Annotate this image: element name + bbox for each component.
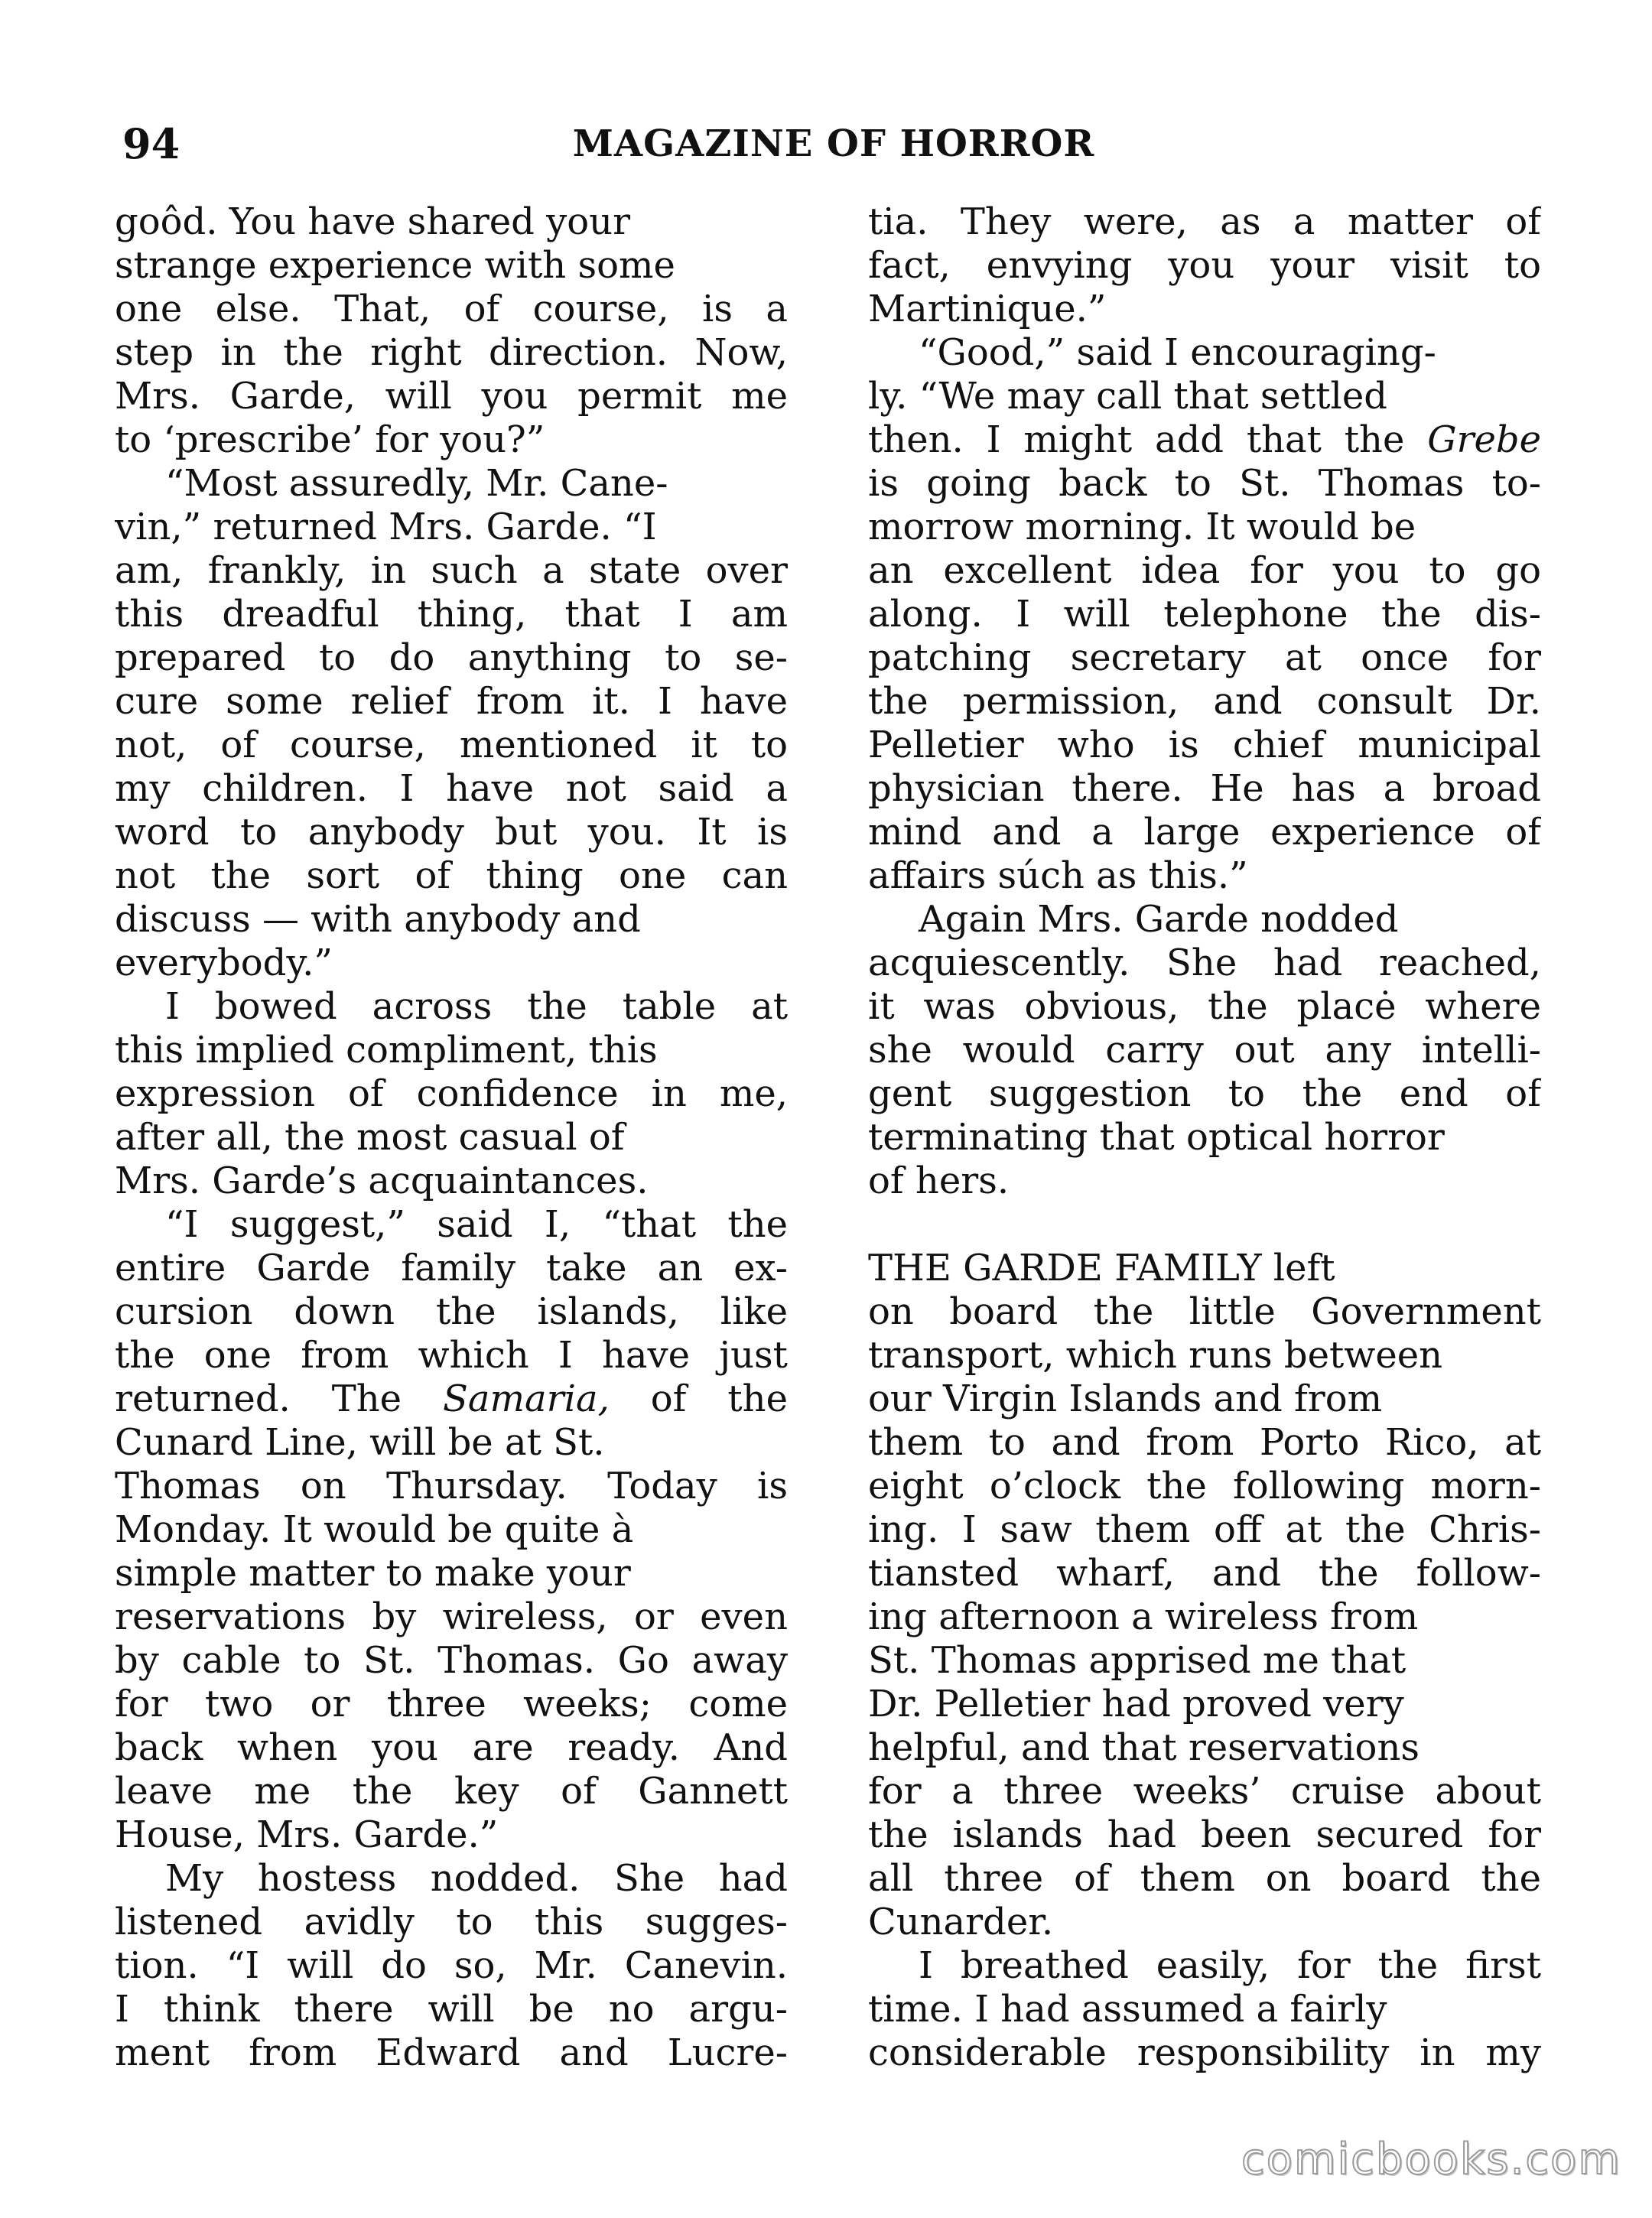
line-text: prepared to do anything to se- <box>115 636 788 679</box>
line-text: back when you are ready. And <box>115 1726 788 1769</box>
text-line <box>868 1072 1541 1116</box>
line-text: St. Thomas apprised me that <box>868 1639 1406 1682</box>
line-text: not, of course, mentioned it to <box>115 724 788 766</box>
text-line <box>868 1159 1541 1203</box>
text-line <box>868 898 1541 942</box>
text-line <box>115 1901 788 1944</box>
text-line <box>868 1334 1541 1377</box>
text-line <box>115 1465 788 1508</box>
line-text: one else. That, of course, is a <box>115 288 788 330</box>
text-line <box>868 331 1541 375</box>
line-text: THE GARDE FAMILY left <box>868 1247 1335 1289</box>
line-text: to ‘prescribe’ for you?” <box>115 418 545 461</box>
text-line <box>868 636 1541 680</box>
line-text: goôd. You have shared your <box>115 200 631 243</box>
line-text: entire Garde family take an ex- <box>115 1247 788 1289</box>
line-text: my children. I have not said a <box>115 767 788 810</box>
line-text: helpful, and that reservations <box>868 1726 1419 1769</box>
text-line <box>115 1770 788 1813</box>
italic-title: Samaria, <box>443 1377 610 1420</box>
line-text: word to anybody but you. It is <box>115 811 788 854</box>
text-line <box>115 1290 788 1334</box>
line-text: cursion down the islands, like <box>115 1290 788 1333</box>
text-line <box>868 1203 1541 1247</box>
text-line <box>868 942 1541 985</box>
text-line <box>868 1988 1541 2031</box>
watermark: comicbooks.com <box>1241 2135 1621 2184</box>
text-line <box>115 1813 788 1857</box>
line-text: time. I had assumed a fairly <box>868 1988 1387 2031</box>
line-text: morrow morning. It would be <box>868 506 1416 548</box>
text-line <box>868 1770 1541 1813</box>
page-number: 94 <box>122 119 180 168</box>
text-line <box>868 375 1541 418</box>
page-header <box>122 113 1545 174</box>
text-line <box>868 1421 1541 1465</box>
line-text: My hostess nodded. She had <box>165 1857 788 1900</box>
text-line <box>868 1901 1541 1944</box>
italic-title: Grebe <box>1427 418 1541 461</box>
text-line <box>868 1116 1541 1159</box>
line-text: our Virgin Islands and from <box>868 1377 1383 1420</box>
text-line <box>868 1377 1541 1421</box>
line-text: Martinique.” <box>868 288 1107 330</box>
line-text: affairs súch as this.” <box>868 854 1248 897</box>
text-line <box>115 854 788 898</box>
line-text: am, frankly, in such a state over <box>115 549 788 592</box>
text-line <box>868 288 1541 331</box>
line-text: for a three weeks’ cruise about <box>868 1770 1541 1813</box>
line-text: Cunard Line, will be at St. <box>115 1421 605 1464</box>
text-line <box>868 1029 1541 1072</box>
text-line <box>868 1639 1541 1683</box>
text-line <box>115 375 788 418</box>
text-line <box>868 854 1541 898</box>
text-line <box>868 1813 1541 1857</box>
line-text: I breathed easily, for the first <box>919 1944 1541 1987</box>
line-text: it was obvious, the placė where <box>868 985 1541 1028</box>
line-text: fact, envying you your visit to <box>868 244 1541 287</box>
text-line <box>868 506 1541 549</box>
line-text: I bowed across the table at <box>165 985 788 1028</box>
line-text: along. I will telephone the dis- <box>868 593 1541 636</box>
line-text: gent suggestion to the end of <box>868 1072 1541 1115</box>
line-text: of hers. <box>868 1159 1010 1202</box>
text-line <box>115 1159 788 1203</box>
line-text: tiansted wharf, and the follow- <box>868 1552 1541 1595</box>
text-line <box>868 1247 1541 1290</box>
text-line <box>115 549 788 593</box>
text-line <box>868 680 1541 724</box>
text-line <box>115 288 788 331</box>
text-line <box>115 1029 788 1072</box>
line-text: ly. “We may call that settled <box>868 375 1388 418</box>
line-text: expression of confidence in me, <box>115 1072 788 1115</box>
line-text: Again Mrs. Garde nodded <box>919 898 1399 941</box>
text-line <box>115 1726 788 1770</box>
line-text: “Most assuredly, Mr. Cane- <box>165 462 668 505</box>
text-line <box>115 1072 788 1116</box>
line-text: Mrs. Garde’s acquaintances. <box>115 1159 649 1202</box>
text-line <box>115 1247 788 1290</box>
text-line <box>868 1552 1541 1595</box>
text-line <box>115 593 788 636</box>
text-line <box>115 1552 788 1595</box>
text-line <box>115 1639 788 1683</box>
line-text: Cunarder. <box>868 1901 1054 1943</box>
text-line <box>115 2031 788 2075</box>
text-line <box>868 1465 1541 1508</box>
line-text: this dreadful thing, that I am <box>115 593 788 636</box>
line-text: simple matter to make your <box>115 1552 631 1595</box>
line-text: eight o’clock the following morn- <box>868 1465 1541 1507</box>
text-line <box>868 1595 1541 1639</box>
text-line <box>868 1944 1541 1988</box>
line-text: House, Mrs. Garde.” <box>115 1813 499 1856</box>
line-text: Dr. Pelletier had proved very <box>868 1683 1404 1725</box>
text-line <box>115 811 788 854</box>
text-line <box>115 1857 788 1901</box>
line-text: the permission, and consult Dr. <box>868 680 1541 723</box>
line-text: discuss — with anybody and <box>115 898 641 941</box>
text-line <box>115 200 788 244</box>
line-text: by cable to St. Thomas. Go away <box>115 1639 788 1682</box>
line-text: acquiescently. She had reached, <box>868 942 1541 984</box>
line-text: Monday. It would be quite à <box>115 1508 634 1551</box>
text-line <box>868 724 1541 767</box>
line-text: leave me the key of Gannett <box>115 1770 788 1813</box>
text-line <box>115 985 788 1029</box>
text-line <box>115 1116 788 1159</box>
text-line <box>115 942 788 985</box>
line-text: ment from Edward and Lucre- <box>115 2031 788 2074</box>
line-text: an excellent idea for you to go <box>868 549 1541 592</box>
text-line <box>115 244 788 288</box>
text-line <box>115 636 788 680</box>
line-text: this implied compliment, this <box>115 1029 658 1072</box>
line-text: not the sort of thing one can <box>115 854 788 897</box>
text-line <box>115 1203 788 1247</box>
line-text: on board the little Government <box>868 1290 1541 1333</box>
line-text: reservations by wireless, or even <box>115 1595 788 1638</box>
line-text: transport, which runs between <box>868 1334 1443 1377</box>
text-line <box>115 1595 788 1639</box>
line-text: mind and a large experience of <box>868 811 1541 854</box>
text-line <box>868 1857 1541 1901</box>
running-title: MAGAZINE OF HORROR <box>572 122 1095 165</box>
line-text: I think there will be no argu- <box>115 1988 788 2031</box>
text-line <box>868 1508 1541 1552</box>
text-line <box>868 418 1541 462</box>
line-text: vin,” returned Mrs. Garde. “I <box>115 506 657 548</box>
line-text: for two or three weeks; come <box>115 1683 788 1725</box>
text-line <box>868 1290 1541 1334</box>
text-line <box>868 549 1541 593</box>
text-line <box>115 1944 788 1988</box>
line-text: the islands had been secured for <box>868 1813 1541 1856</box>
line-text: after all, the most casual of <box>115 1116 625 1159</box>
line-text: tia. They were, as a matter of <box>868 200 1541 243</box>
text-line <box>115 418 788 462</box>
text-line <box>868 593 1541 636</box>
line-text: “I suggest,” said I, “that the <box>165 1203 788 1246</box>
text-column-left <box>115 200 788 2075</box>
text-line <box>868 811 1541 854</box>
line-text: Pelletier who is chief municipal <box>868 724 1541 766</box>
line-text: returned. The Samaria, of the <box>115 1377 788 1420</box>
text-line <box>115 898 788 942</box>
text-line <box>868 985 1541 1029</box>
text-line <box>115 1421 788 1465</box>
line-text: Thomas on Thursday. Today is <box>115 1465 788 1507</box>
text-line <box>115 462 788 506</box>
line-text: “Good,” said I encouraging- <box>919 331 1436 374</box>
text-line <box>115 1334 788 1377</box>
line-text: ing afternoon a wireless from <box>868 1595 1419 1638</box>
line-text: everybody.” <box>115 942 333 984</box>
text-line <box>868 200 1541 244</box>
line-text: the one from which I have just <box>115 1334 788 1377</box>
line-text: all three of them on board the <box>868 1857 1541 1900</box>
text-line <box>115 1377 788 1421</box>
text-line <box>115 506 788 549</box>
line-text: terminating that optical horror <box>868 1116 1445 1159</box>
line-text: tion. “I will do so, Mr. Canevin. <box>115 1944 788 1987</box>
line-text: step in the right direction. Now, <box>115 331 788 374</box>
text-line <box>868 1683 1541 1726</box>
line-text: considerable responsibility in my <box>868 2031 1541 2074</box>
line-text: them to and from Porto Rico, at <box>868 1421 1541 1464</box>
text-column-right <box>868 200 1541 2075</box>
line-text: ing. I saw them off at the Chris- <box>868 1508 1541 1551</box>
text-line <box>115 767 788 811</box>
text-line <box>115 331 788 375</box>
line-text: cure some relief from it. I have <box>115 680 788 723</box>
line-text: patching secretary at once for <box>868 636 1541 679</box>
line-text: she would carry out any intelli- <box>868 1029 1541 1072</box>
line-text: then. I might add that the Grebe <box>868 418 1541 461</box>
text-line <box>868 767 1541 811</box>
text-line <box>868 2031 1541 2075</box>
text-line <box>115 1683 788 1726</box>
text-line <box>115 724 788 767</box>
text-line <box>868 244 1541 288</box>
line-text: Mrs. Garde, will you permit me <box>115 375 788 418</box>
line-text: strange experience with some <box>115 244 675 287</box>
line-text: is going back to St. Thomas to- <box>868 462 1541 505</box>
text-line <box>115 1508 788 1552</box>
text-line <box>115 1988 788 2031</box>
text-line <box>868 462 1541 506</box>
line-text: physician there. He has a broad <box>868 767 1541 810</box>
line-text: listened avidly to this sugges- <box>115 1901 788 1943</box>
text-line <box>115 680 788 724</box>
text-line <box>868 1726 1541 1770</box>
